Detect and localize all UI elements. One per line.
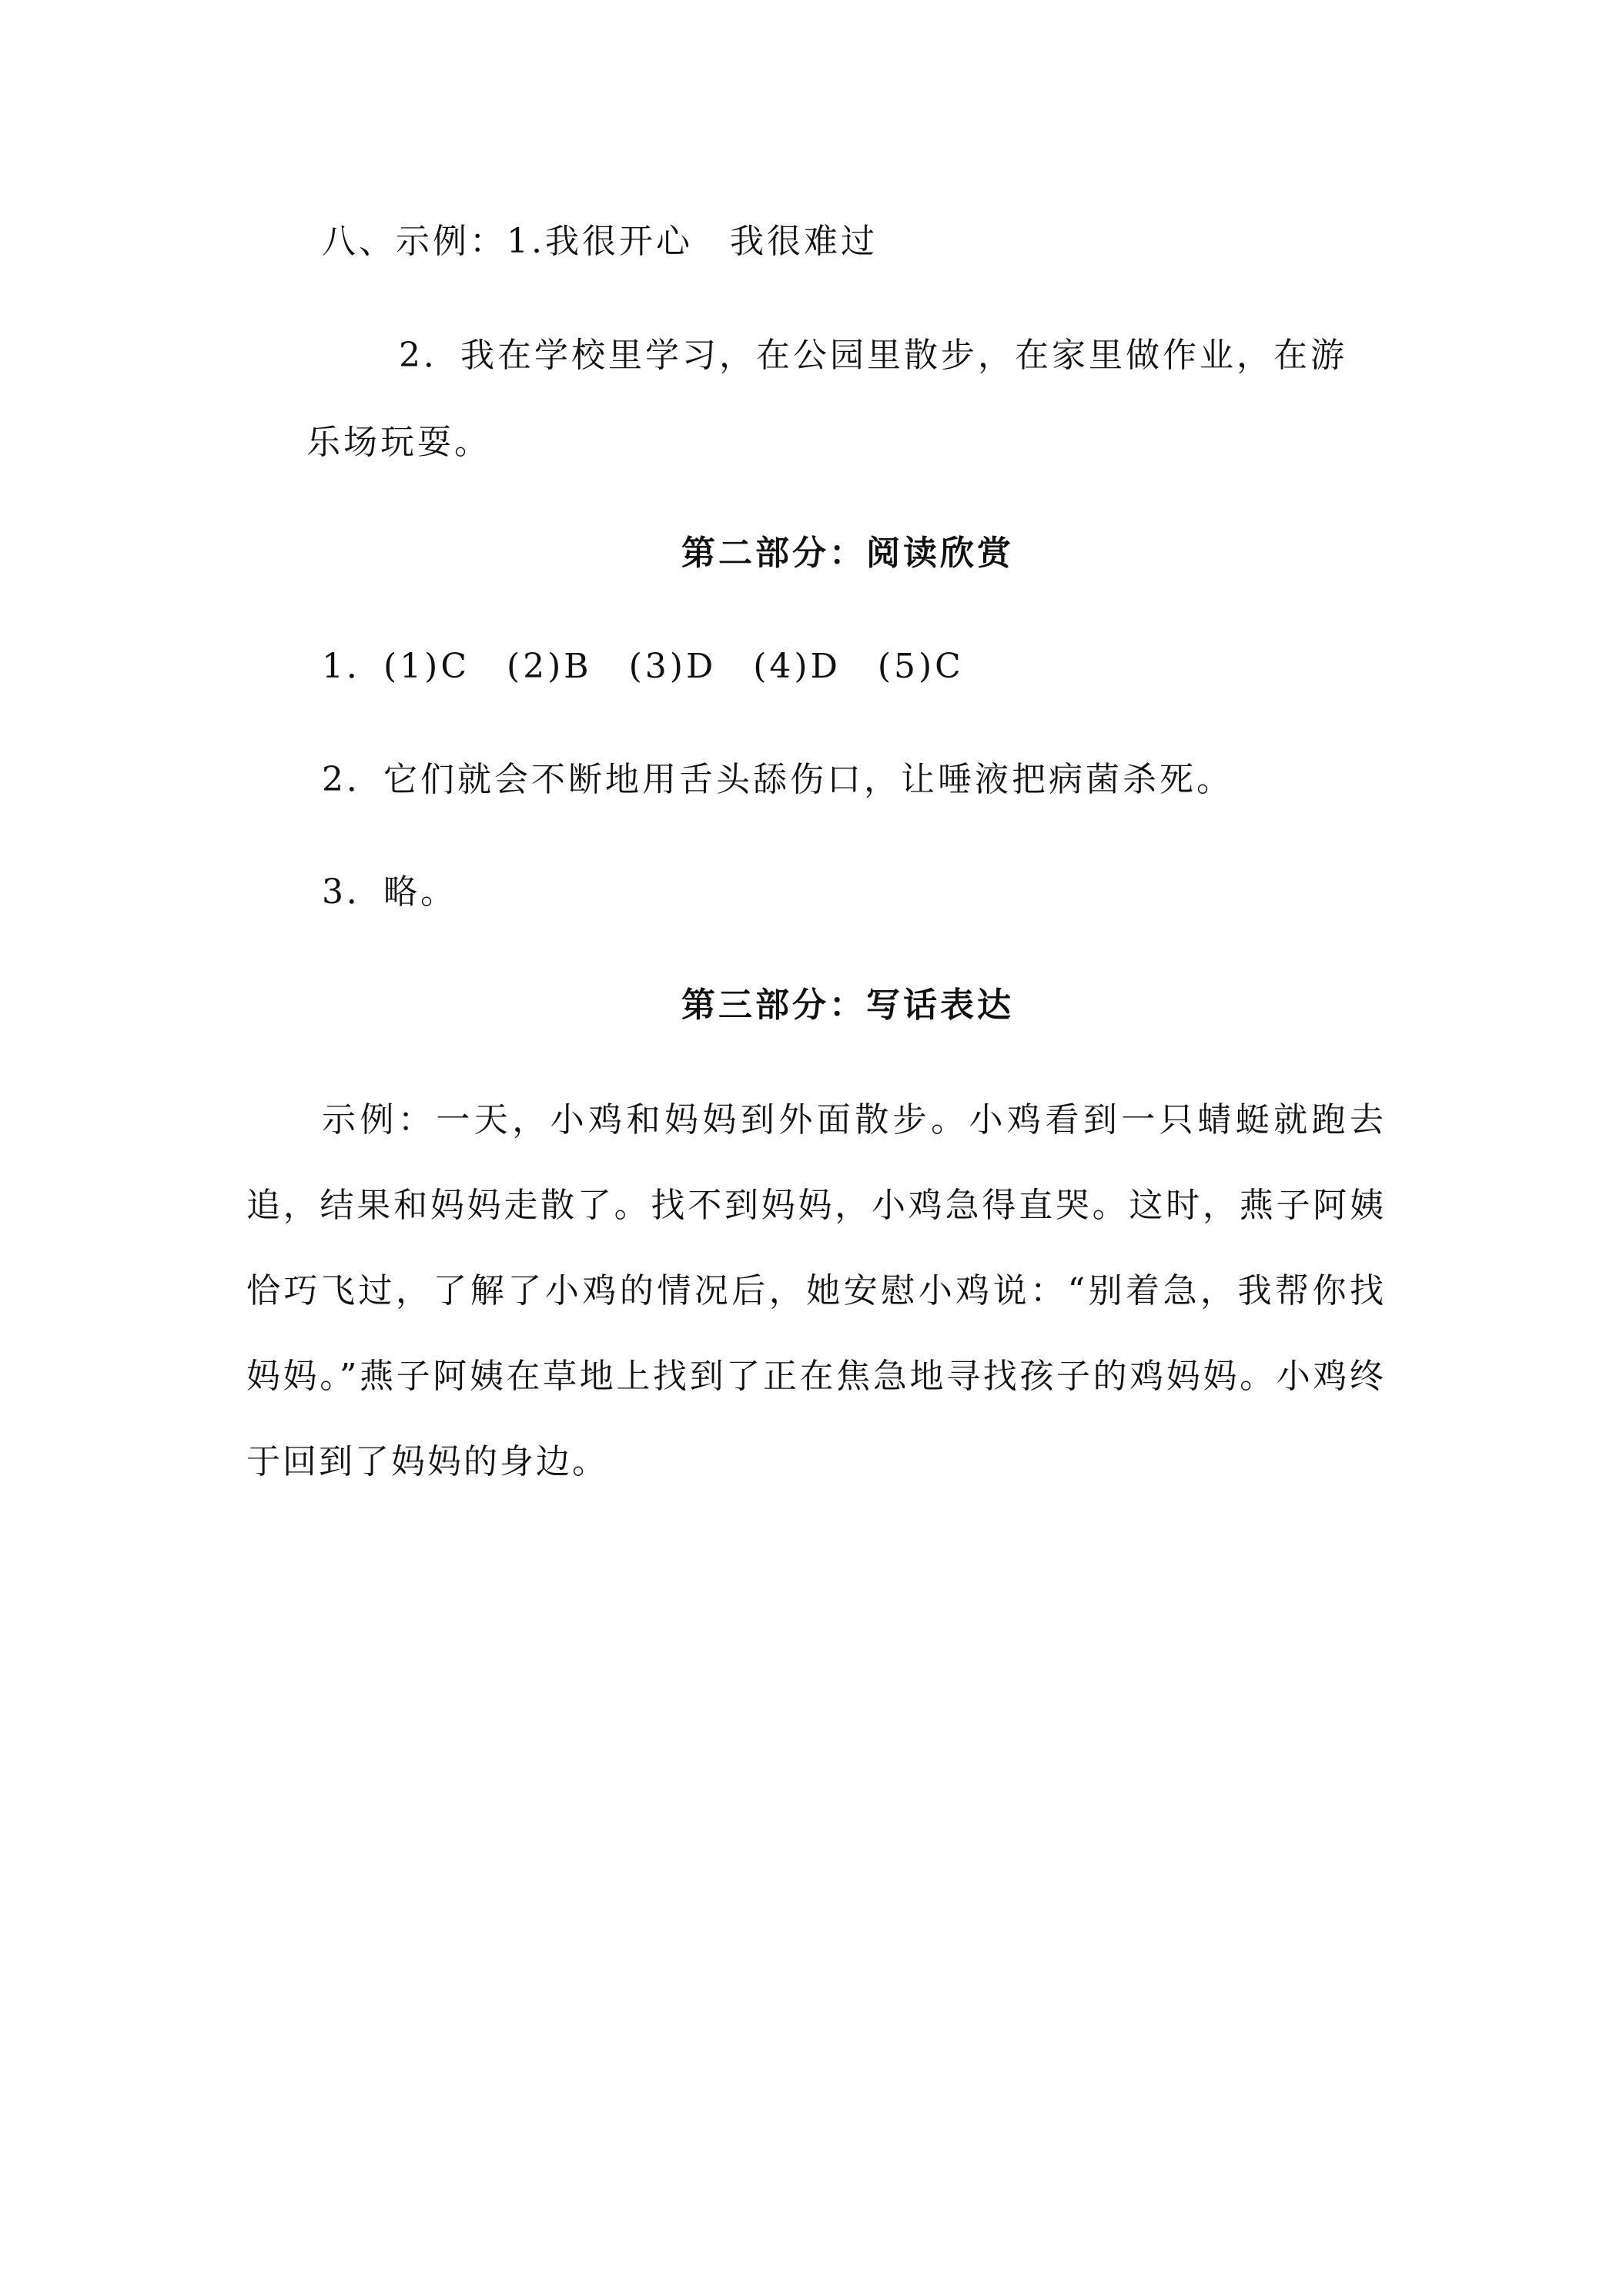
part2-answer-2: 2．它们就会不断地用舌头舔伤口，让唾液把病菌杀死。	[322, 760, 1233, 799]
part3-sample-paragraph: 示例：一天，小鸡和妈妈到外面散步。小鸡看到一只蜻蜓就跑去追，结果和妈妈走散了。找不到妈妈，小鸡急得直哭。这时，燕子阿姨恰巧飞过，了解了小鸡的情况后，她安慰小鸡说：“别着急，我帮你找妈妈。”燕子阿姨在草地上找到了正在焦急地寻找孩子的鸡妈妈。小鸡终于回到了妈妈的身边。	[246, 1100, 1386, 1481]
item8-sentence-line: 2．我在学校里学习，在公园里散步，在家里做作业，在游	[399, 336, 1347, 375]
part3-heading: 第三部分：写话表达	[681, 986, 1014, 1025]
item8-examples-line: 八、示例：1.我很开心 我很难过	[322, 222, 878, 261]
part2-answer-1: 1．(1)C (2)B (3)D (4)D (5)C	[322, 647, 964, 686]
item8-sentence-continuation: 乐场玩耍。	[306, 423, 491, 462]
part2-answer-3: 3．略。	[322, 872, 457, 912]
part2-heading: 第二部分：阅读欣赏	[681, 534, 1014, 573]
